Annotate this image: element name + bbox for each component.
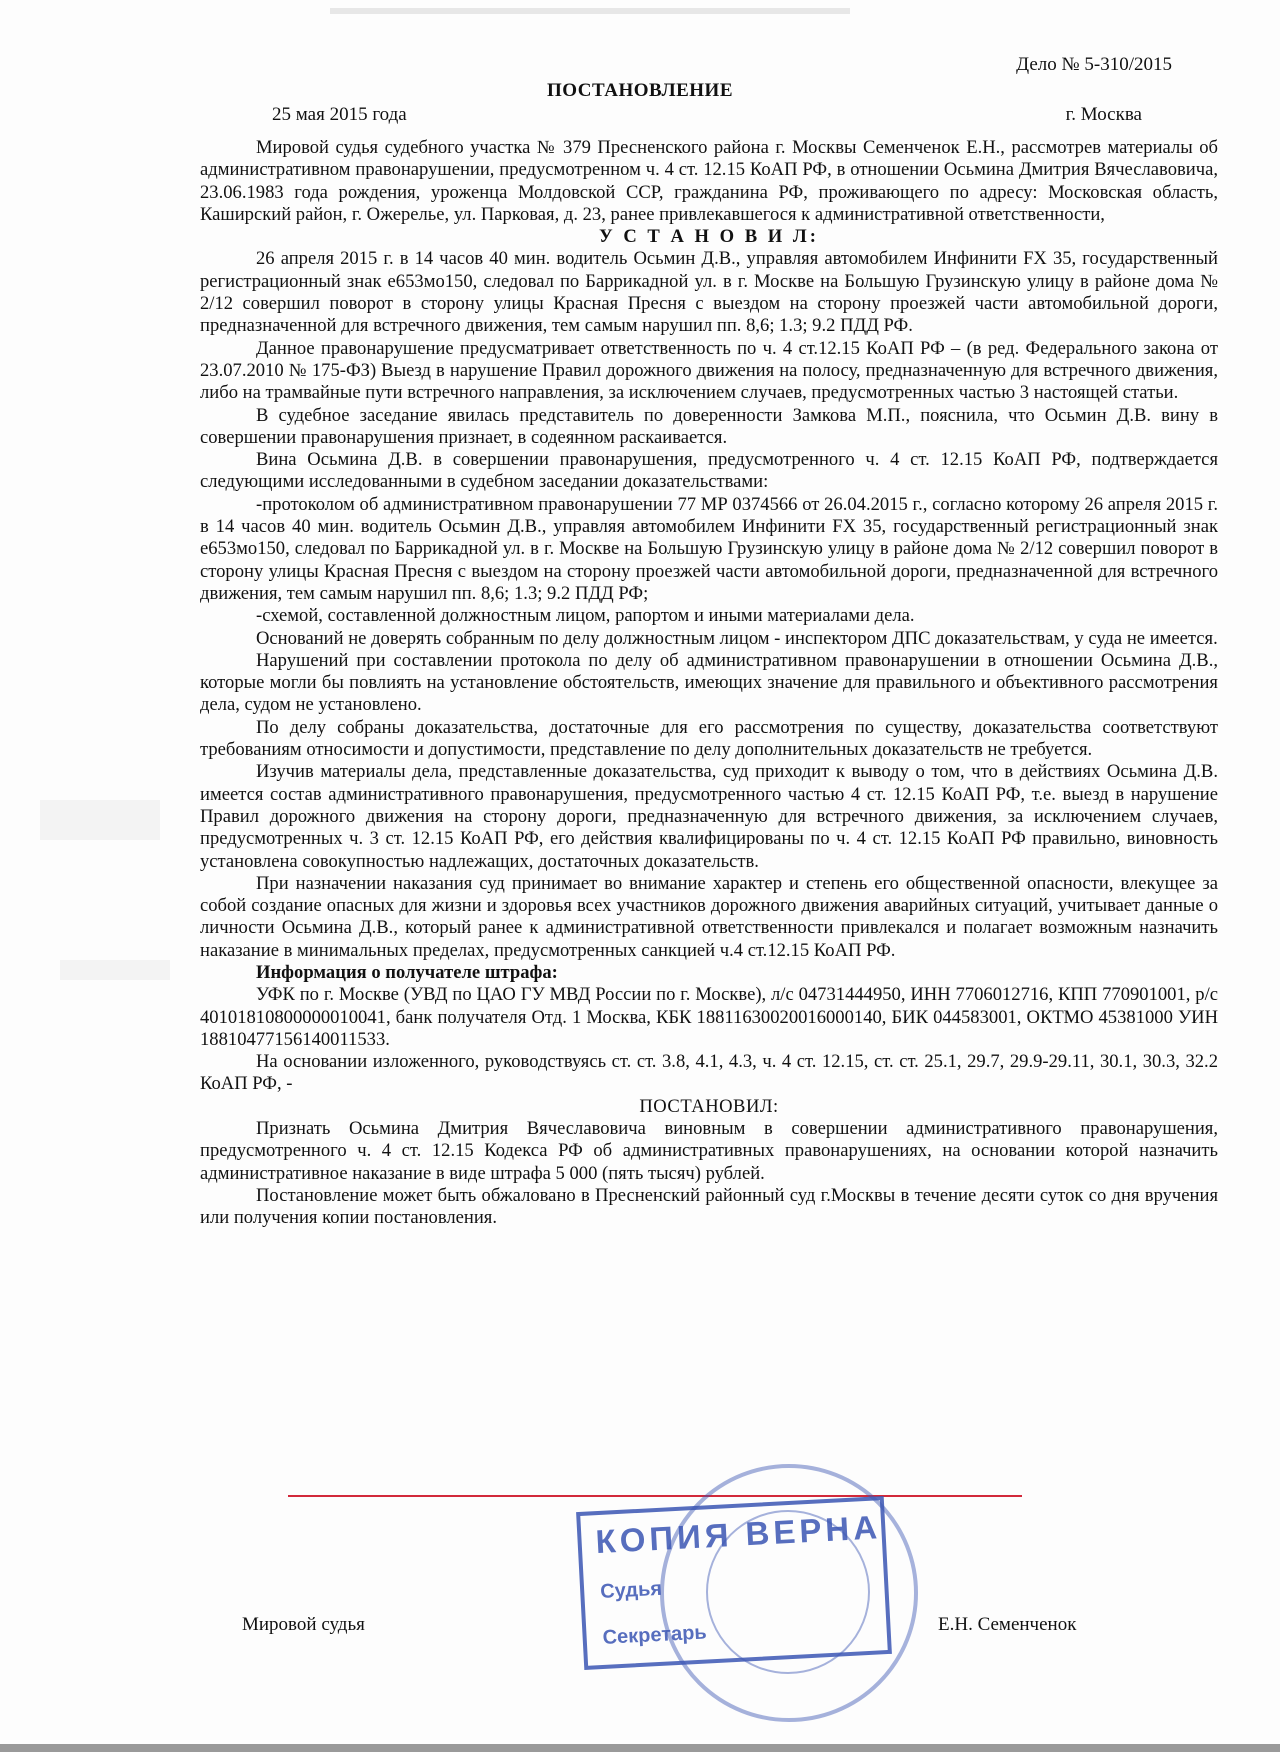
paragraph: На основании изложенного, руководствуясь ст. ст. 3.8, 4.1, 4.3, ч. 4 ст. 12.15, ст. ст. 25.1, 29.7, 29.9-29.11, 30.1, 30.3, 32.2 КоАП РФ, - <box>200 1051 1218 1095</box>
scan-smudge <box>40 800 160 840</box>
certification-stamp <box>580 1504 910 1744</box>
document-city: г. Москва <box>1065 104 1142 125</box>
scan-smudge <box>60 960 170 980</box>
scan-artifact-top <box>330 8 850 14</box>
paragraph: Вина Осьмина Д.В. в совершении правонарушения, предусмотренного ч. 4 ст. 12.15 КоАП РФ, подтверждается следующими исследованными в судебном заседании доказательствами: <box>200 449 1218 493</box>
document-date: 25 мая 2015 года <box>272 104 407 125</box>
signature-name: Е.Н. Семенченок <box>938 1614 1077 1635</box>
intro-paragraph: Мировой судья судебного участка № 379 Пресненского района г. Москвы Семенченок Е.Н., рассмотрев материалы об административном правонарушении, предусмотренном ч. 4 ст. 12.15 КоАП РФ, в отношении Осьмина Дмитрия Вячеславовича, 23.06.1983 года рождения, уроженца Молдовской ССР, гражданина РФ, проживающего по адресу: Московская область, Каширский район, г. Ожерелье, ул. Парковая, д. 23, ранее привлекавшегося к административной ответственности, <box>200 137 1218 225</box>
paragraph: Оснований не доверять собранным по делу должностным лицом - инспектором ДПС доказательствам, у суда не имеется. <box>256 627 1218 649</box>
case-number: Дело № 5-310/2015 <box>1016 54 1172 75</box>
section-heading-ustanovil: У С Т А Н О В И Л: <box>599 226 819 248</box>
paragraph: По делу собраны доказательства, достаточные для его рассмотрения по существу, доказательства соответствуют требованиям относимости и допустимости, представление по делу дополнительных доказательств не требуется. <box>200 716 1218 761</box>
signature-role: Мировой судья <box>242 1614 365 1635</box>
stamp-main-text: КОПИЯ ВЕРНА <box>594 1508 882 1561</box>
section-heading-postanovil: ПОСТАНОВИЛ: <box>639 1095 779 1117</box>
stamp-secretary-label: Секретарь <box>602 1621 708 1649</box>
paragraph: При назначении наказания суд принимает во внимание характер и степень его общественной опасности, влекущее за собой создание опасных для жизни и здоровья всех участников дорожного движения аварийных ситуаций, учитывает данные о личности Осьмина Д.В., который ранее к административной ответственности привлекался и полагает возможным назначить наказание в минимальных пределах, предусмотренных санкцией ч.4 ст.12.15 КоАП РФ. <box>200 872 1218 961</box>
scan-artifact-bottom <box>0 1744 1280 1752</box>
appeal-paragraph: Постановление может быть обжаловано в Пресненский районный суд г.Москвы в течение десяти суток со дня вручения или получения копии постановления. <box>200 1184 1218 1229</box>
document-body <box>200 137 1218 1230</box>
copy-certified-stamp <box>576 1496 892 1670</box>
fine-recipient-details: УФК по г. Москве (УВД по ЦАО ГУ МВД России по г. Москве), л/с 04731444950, ИНН 7706012716, КПП 770901001, р/с 40101810800000010041, банк получателя Отд. 1 Москва, КБК 18811630020016000140, БИК 044583001, ОКТМО 45381000 УИН 18810477156140011533. <box>200 984 1218 1050</box>
red-underline <box>288 1495 1022 1497</box>
paragraph: -схемой, составленной должностным лицом, рапортом и иными материалами дела. <box>256 605 915 627</box>
paragraph: Нарушений при составлении протокола по делу об административном правонарушении в отношении Осьмина Д.В., которые могли бы повлиять на установление обстоятельств, имеющих значение для правильного и объективного рассмотрения дела, судом не установлено. <box>200 649 1218 716</box>
stamp-judge-label: Судья <box>599 1577 663 1603</box>
paragraph: 26 апреля 2015 г. в 14 часов 40 мин. водитель Осьмин Д.В., управляя автомобилем Инфинити FX 35, государственный регистрационный знак е653мо150, следовал по Баррикадной ул. в г. Москве на Большую Грузинскую улицу в районе дома № 2/12 совершил поворот в сторону улицы Красная Пресня с выездом на сторону проезжей части автомобильной дороги, предназначенной для встречного движения, тем самым нарушил пп. 8,6; 1.3; 9.2 ПДД РФ. <box>200 248 1218 337</box>
paragraph: В судебное заседание явилась представитель по доверенности Замкова М.П., пояснила, что Осьмин Д.В. вину в совершении правонарушения признает, в содеянном раскаивается. <box>200 404 1218 448</box>
ruling-paragraph: Признать Осьмина Дмитрия Вячеславовича виновным в совершении административного правонарушения, предусмотренного ч. 4 ст. 12.15 Кодекса РФ об административных правонарушениях, на основании которой назначить административное наказание в виде штрафа 5 000 (пять тысяч) рублей. <box>200 1118 1218 1184</box>
paragraph: Данное правонарушение предусматривает ответственность по ч. 4 ст.12.15 КоАП РФ – (в ред. Федерального закона от 23.07.2010 № 175-ФЗ) Выезд в нарушение Правил дорожного движения на полосу, предназначенную для встречного движения, либо на трамвайные пути встречного направления, за исключением случаев, предусмотренных частью 3 настоящей статьи. <box>200 337 1218 404</box>
document-title: ПОСТАНОВЛЕНИЕ <box>546 80 734 101</box>
paragraph: -протоколом об административном правонарушении 77 МР 0374566 от 26.04.2015 г., согласно которому 26 апреля 2015 г. в 14 часов 40 мин. водитель Осьмин Д.В., управляя автомобилем Инфинити FX 35, государственный регистрационный знак е653мо150, следовал по Баррикадной ул. в г. Москве на Большую Грузинскую улицу в районе дома № 2/12 совершил поворот в сторону улицы Красная Пресня с выездом на сторону проезжей части автомобильной дороги, предназначенной для встречного движения, тем самым нарушил пп. 8,6; 1.3; 9.2 ПДД РФ; <box>200 493 1218 604</box>
paragraph: Изучив материалы дела, представленные доказательства, суд приходит к выводу о том, что в действиях Осьмина Д.В. имеется состав административного правонарушения, предусмотренного частью 4 ст. 12.15 КоАП РФ, т.е. выезд в нарушение Правил дорожного движения на сторону дороги, предназначенную для встречного движения, за исключением случаев, предусмотренных ч. 3 ст. 12.15 КоАП РФ, его действия квалифицированы по ч. 4 ст. 12.15 КоАП РФ правильно, виновность установлена совокупностью надлежащих, достаточных доказательств. <box>200 761 1218 872</box>
fine-recipient-heading: Информация о получателе штрафа: <box>256 961 558 983</box>
